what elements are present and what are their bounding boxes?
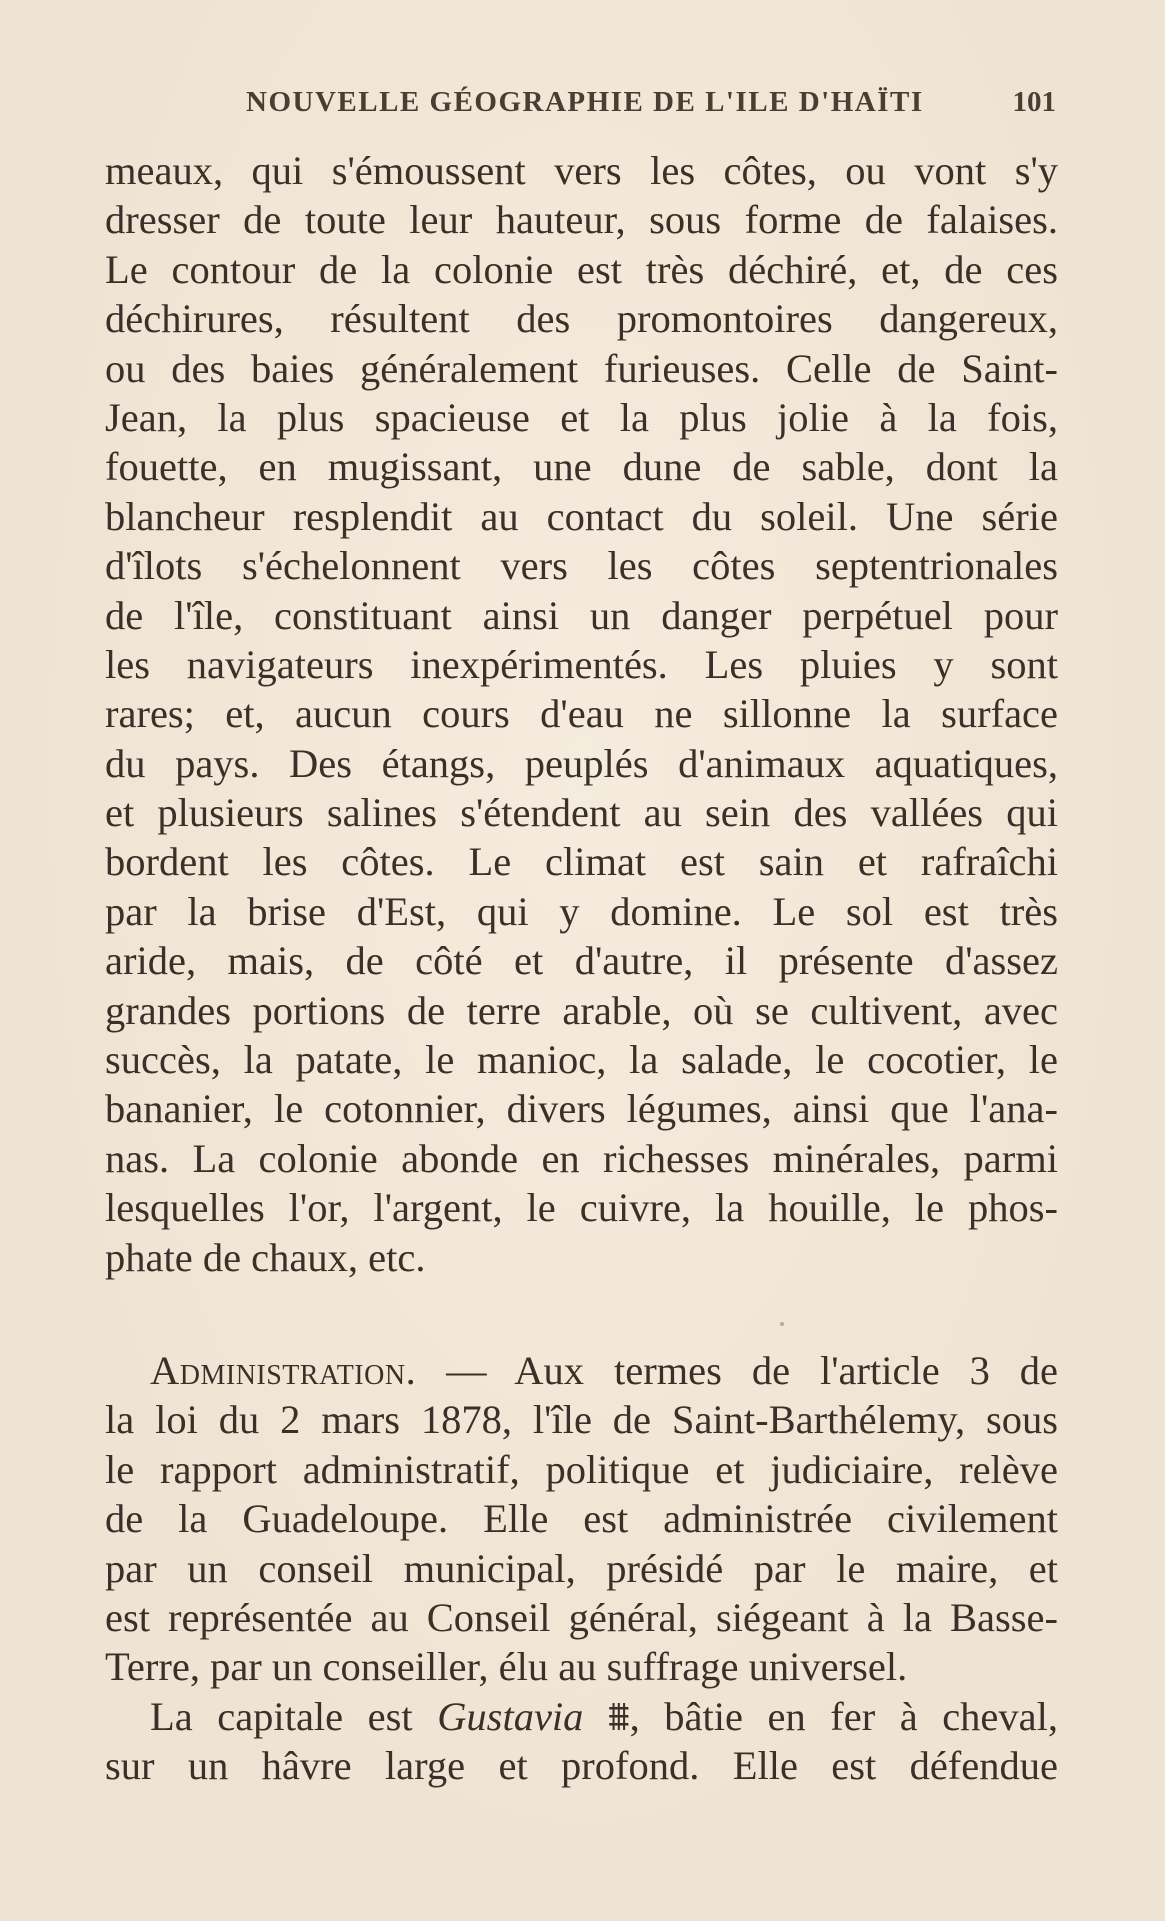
text-line: sur un hâvre large et profond. Elle est défendue [105, 1743, 1058, 1789]
text-span: — Aux termes de l'article 3 de [416, 1348, 1058, 1393]
text-line: bordent les côtes. Le climat est sain et rafraîchi [105, 839, 1058, 885]
text-line: d'îlots s'échelonnent vers les côtes septentrionales [105, 543, 1058, 589]
paragraph-geography [105, 146, 1058, 1282]
text-line: lesquelles l'or, l'argent, le cuivre, la houille, le phos- [105, 1185, 1058, 1231]
paragraph-administration [105, 1346, 1058, 1791]
text-line: aride, mais, de côté et d'autre, il présente d'assez [105, 938, 1058, 984]
text-line: du pays. Des étangs, peuplés d'animaux aquatiques, [105, 740, 1058, 786]
text-line: ou des baies généralement furieuses. Celle de Saint- [105, 345, 1058, 391]
text-line: est représentée au Conseil général, siégeant à la Basse- [105, 1594, 1058, 1640]
text-line: par la brise d'Est, qui y domine. Le sol est très [105, 888, 1058, 934]
text-line: la loi du 2 mars 1878, l'île de Saint-Barthélemy, sous [105, 1397, 1058, 1443]
text-line: phate de chaux, etc. [105, 1234, 426, 1280]
text-line: fouette, en mugissant, une dune de sable, dont la [105, 444, 1058, 490]
page-number: 101 [1012, 86, 1056, 118]
text-line: nas. La colonie abonde en richesses minérales, parmi [105, 1135, 1058, 1181]
port-symbol: ⩩ [607, 1693, 630, 1739]
text-line: blancheur resplendit au contact du soleil. Une série [105, 493, 1058, 539]
text-line: et plusieurs salines s'étendent au sein des vallées qui [105, 790, 1058, 836]
text-line: Le contour de la colonie est très déchiré, et, de ces [105, 246, 1058, 292]
text-line: déchirures, résultent des promontoires dangereux, [105, 296, 1058, 342]
text-line: par un conseil municipal, présidé par le maire, et [105, 1545, 1058, 1591]
text-line: de la Guadeloupe. Elle est administrée civilement [105, 1496, 1058, 1542]
running-head [246, 86, 1066, 126]
capital-name: Gustavia [437, 1693, 584, 1739]
text-line: meaux, qui s'émoussent vers les côtes, ou vont s'y [105, 148, 1058, 193]
text-span: , bâtie en fer à cheval, [629, 1693, 1059, 1739]
text-line: de l'île, constituant ainsi un danger perpétuel pour [105, 592, 1058, 638]
text-line: dresser de toute leur hauteur, sous forme de falaises. [105, 197, 1058, 243]
text-line [105, 1692, 1058, 1741]
running-title: NOUVELLE GÉOGRAPHIE DE L'ILE D'HAÏTI [246, 86, 924, 118]
text-line: les navigateurs inexpérimentés. Les pluies y sont [105, 641, 1058, 687]
text-line: le rapport administratif, politique et judiciaire, relève [105, 1446, 1058, 1492]
text-line [105, 1346, 1058, 1395]
section-heading: Administration. [150, 1348, 417, 1393]
paper-speck [780, 1322, 784, 1326]
text-span: La capitale est [150, 1693, 438, 1739]
text-line: bananier, le cotonnier, divers légumes, ainsi que l'ana- [105, 1086, 1058, 1132]
text-line: succès, la patate, le manioc, la salade, le cocotier, le [105, 1037, 1058, 1083]
text-line: Jean, la plus spacieuse et la plus jolie à la fois, [105, 394, 1058, 440]
text-line: rares; et, aucun cours d'eau ne sillonne la surface [105, 691, 1058, 737]
text-line: Terre, par un conseiller, élu au suffrage universel. [105, 1644, 908, 1690]
text-line: grandes portions de terre arable, où se cultivent, avec [105, 987, 1058, 1033]
